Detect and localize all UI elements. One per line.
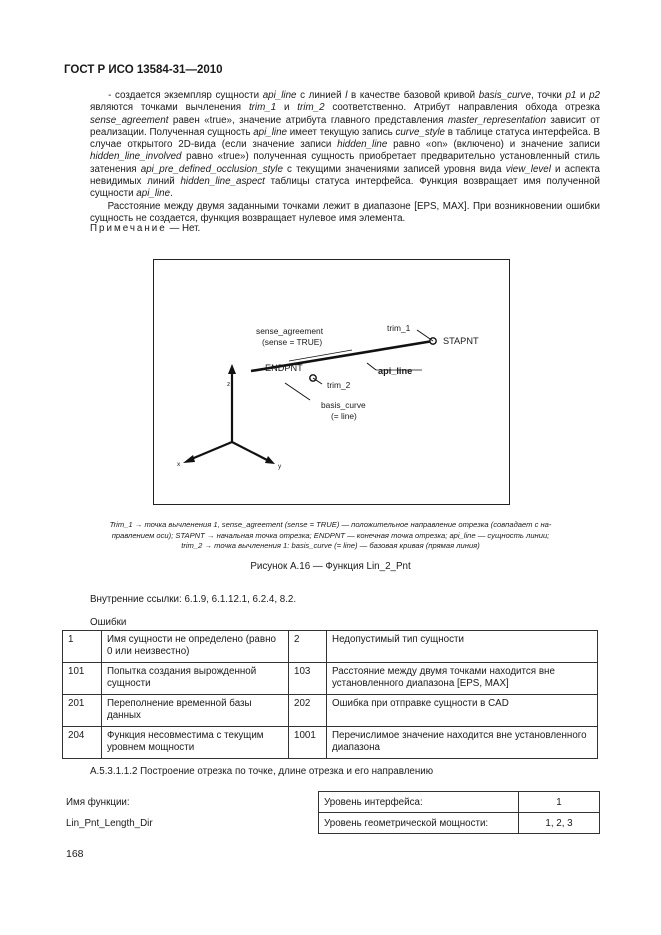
param-value: 1	[519, 792, 600, 813]
identifier-text: hidden_line_aspect	[180, 176, 265, 188]
identifier-text: basis_curve	[478, 90, 532, 101]
paragraph-text: соответственно. Атрибут направления обхода отрезка	[324, 102, 601, 114]
y-axis-label: y	[278, 463, 282, 470]
sense-agreement-label: sense_agreement	[256, 326, 324, 336]
error-code: 103	[289, 663, 327, 695]
table-row	[63, 695, 598, 727]
paragraph-text: равен «true», значение атрибута главного представления	[168, 114, 448, 126]
identifier-text: sense_agreement	[90, 114, 169, 126]
error-code: 1001	[289, 727, 327, 759]
errors-label: Ошибки	[90, 617, 127, 628]
paragraph-text: являются точками вычленения	[90, 102, 249, 114]
table-row	[319, 792, 600, 813]
param-label: Уровень интерфейса:	[319, 792, 519, 813]
identifier-text: view_level	[505, 163, 551, 175]
error-text: Переполнение временной базы данных	[102, 695, 289, 727]
error-text: Ошибка при отправке сущности в CAD	[327, 695, 598, 727]
paragraph-distance	[90, 201, 600, 226]
figure-notes-line-2: правлением оси); STAPNT → начальная точка отрезка; ENDPNT — конечная точка отрезка; api_line — сущность линии;	[111, 530, 550, 540]
identifier-text: p1	[565, 90, 577, 101]
figure-notes-line-1: Trim_1 → точка вычленения 1, sense_agreement (sense = TRUE) — положительное направление отрезка (совпадает с на-	[109, 520, 552, 529]
table-row	[319, 813, 600, 834]
identifier-text: trim_1	[248, 102, 277, 114]
subsection-heading: А.5.3.1.1.2 Построение отрезка по точке, длине отрезка и его направлению	[90, 766, 434, 777]
figure-notes-line-3: trim_2 → точка вычленения 1: basis_curve (= line) — базовая кривая (прямая линия)	[181, 541, 480, 550]
paragraph-text: равно «on» (включено) и значение записи	[387, 139, 600, 151]
error-text: Имя сущности не определено (равно 0 или неизвестно)	[102, 631, 289, 663]
error-text: Расстояние между двумя точками находится вне установленного диапазона [EPS, MAX]	[327, 663, 598, 695]
paragraph-text: в качестве базовой кривой	[347, 90, 479, 101]
identifier-text: trim_2	[297, 102, 325, 114]
table-row	[63, 663, 598, 695]
identifier-text: hidden_line	[337, 139, 388, 151]
error-code: 1	[63, 631, 102, 663]
paragraph-text: и аспекта невидимых линий	[90, 163, 600, 188]
param-value: 1, 2, 3	[519, 813, 600, 834]
basis-curve-label: basis_curve	[321, 400, 366, 410]
identifier-text: curve_style	[395, 126, 445, 138]
identifier-text: hidden_line_involved	[90, 151, 182, 163]
paragraph-text: в таблице статуса интерфейса. В случае открытого 2D-вида (если значение записи	[90, 126, 600, 151]
identifier-text: p2	[589, 90, 601, 101]
body-text	[90, 90, 600, 225]
paragraph-text: с текущими значениями записей уровня вида	[282, 163, 506, 175]
paragraph-text: с линией	[296, 90, 346, 101]
paragraph-text: зависит от реализации. Полученная сущность	[90, 114, 601, 138]
stapnt-label: STAPNT	[443, 336, 479, 346]
identifier-text: master_representation	[447, 114, 546, 126]
identifier-text: api_pre_defined_occlusion_style	[140, 163, 283, 175]
paragraph-text: таблицы статуса интерфейса. Функция возвращает имя полученной сущности	[90, 176, 600, 200]
error-code: 2	[289, 631, 327, 663]
trim2-label: trim_2	[327, 380, 351, 390]
x-axis-arrow	[183, 455, 195, 463]
identifier-text: l	[345, 90, 348, 101]
error-code: 201	[63, 695, 102, 727]
sense-true-label: (sense = TRUE)	[262, 337, 323, 347]
api-line-leader	[367, 363, 376, 370]
trim1-label: trim_1	[387, 323, 411, 333]
z-axis-arrow	[228, 364, 236, 374]
table-row	[63, 727, 598, 759]
paragraph-text: .	[170, 188, 173, 200]
table-row	[63, 631, 598, 663]
page-number: 168	[66, 848, 84, 860]
paragraph-distance-text: Расстояние между двумя заданными точками лежит в диапазоне [EPS, MAX]. При возникновении ошибки сущность не создается, функция возвращает нулевое имя элемента.	[90, 200, 600, 224]
identifier-text: api_line	[262, 90, 297, 101]
paragraph-api-line	[90, 90, 600, 201]
internal-references: Внутренние ссылки: 6.1.9, 6.1.12.1, 6.2.4, 8.2.	[90, 594, 297, 605]
function-name-label: Имя функции:	[66, 797, 130, 808]
paragraph-text: - создается экземпляр сущности	[108, 90, 263, 101]
error-text: Функция несовместима с текущим уровнем мощности	[102, 727, 289, 759]
error-text: Попытка создания вырожденной сущности	[102, 663, 289, 695]
paragraph-text: равно «true») полученная сущность приобретает предварительно установленный стиль затенения	[90, 151, 600, 175]
document-header: ГОСТ Р ИСО 13584-31—2010	[64, 64, 223, 76]
figure-notes	[68, 520, 593, 552]
note-text: — Нет.	[166, 223, 201, 234]
y-axis-arrow	[265, 456, 275, 464]
x-axis	[189, 442, 232, 460]
paragraph-text: и	[276, 102, 298, 114]
identifier-text: api_line	[253, 126, 287, 138]
figure-title: Рисунок А.16 — Функция Lin_2_Pnt	[250, 561, 411, 572]
note	[90, 223, 200, 234]
error-text: Недопустимый тип сущности	[327, 631, 598, 663]
params-table	[318, 791, 600, 834]
errors-table	[62, 630, 598, 759]
error-code: 101	[63, 663, 102, 695]
paragraph-text: , точки	[531, 90, 566, 101]
function-name: Lin_Pnt_Length_Dir	[66, 818, 153, 829]
api-line-label: api_line	[378, 366, 413, 376]
trim1-leader	[417, 330, 433, 341]
paragraph-text: имеет текущую запись	[286, 126, 396, 138]
x-axis-label: x	[177, 461, 181, 468]
eq-line-label: (= line)	[331, 411, 357, 421]
note-label: Примечание	[90, 223, 167, 234]
error-code: 202	[289, 695, 327, 727]
y-axis	[232, 442, 269, 461]
param-label: Уровень геометрической мощности:	[319, 813, 519, 834]
z-axis-label: z	[227, 381, 231, 388]
identifier-text: api_line	[136, 188, 171, 200]
figure-diagram	[153, 259, 510, 505]
error-code: 204	[63, 727, 102, 759]
endpnt-label: ENDPNT	[265, 363, 303, 373]
error-text: Перечислимое значение находится вне установленного диапазона	[327, 727, 598, 759]
basis-curve-leader	[285, 383, 310, 400]
paragraph-text: и	[576, 90, 590, 101]
